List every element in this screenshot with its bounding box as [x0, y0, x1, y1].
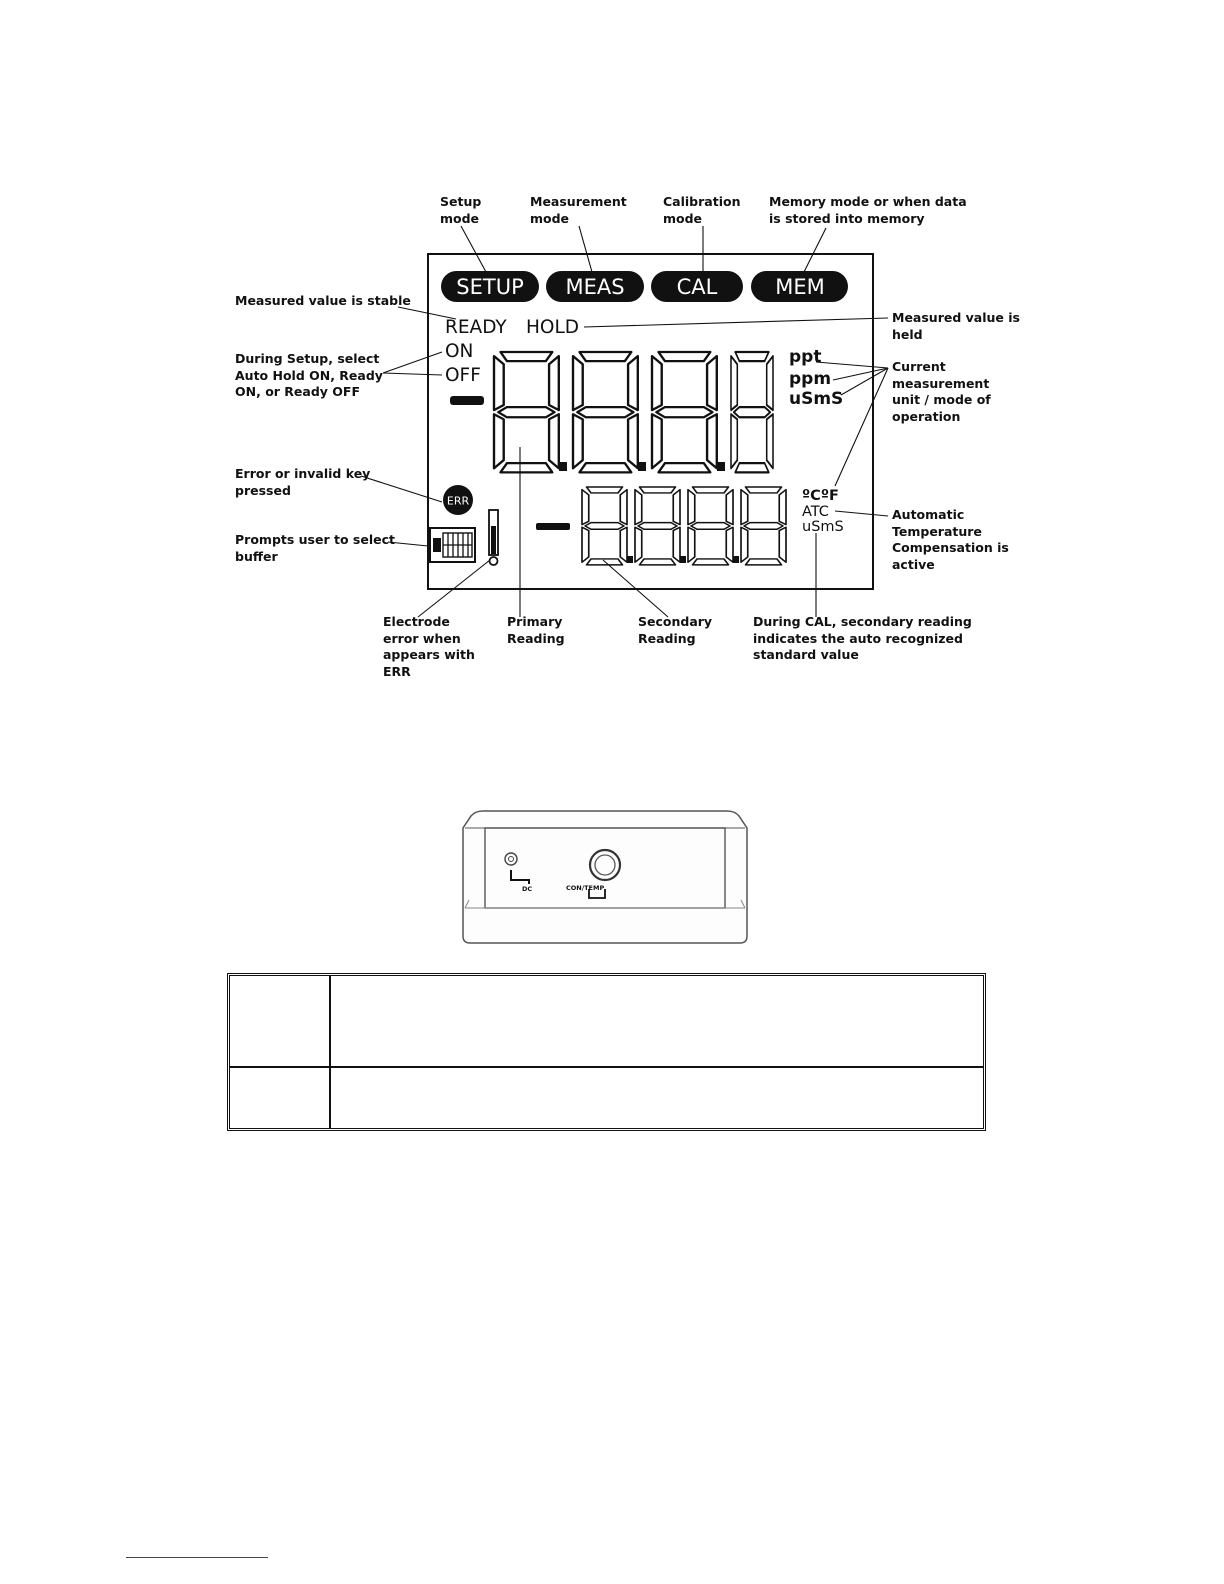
callout-primary-reading: Primary Reading: [507, 614, 565, 646]
probe-label: CON/TEMP: [566, 884, 605, 892]
secondary-decimal-point: [733, 556, 739, 563]
secondary-decimal-point: [680, 556, 686, 563]
secondary-digit: [741, 487, 786, 565]
callout-secondary-reading: Secondary Reading: [638, 614, 713, 646]
primary-decimal-point: [638, 462, 646, 471]
mode-tab-mem: [751, 271, 848, 302]
secondary-reading: [582, 487, 786, 565]
primary-decimal-point: [717, 462, 725, 471]
primary-digit: [573, 352, 638, 472]
table-row: [230, 976, 983, 1068]
unit-temperature: ºCºF: [802, 488, 839, 504]
primary-digit: [731, 352, 773, 472]
connector-panel: [455, 808, 755, 946]
callout-calibration-mode: Calibration mode: [663, 194, 741, 226]
electrode-icon: [489, 510, 498, 565]
secondary-decimal-point: [627, 556, 633, 563]
secondary-digit: [688, 487, 733, 565]
buffer-icon: [430, 528, 475, 562]
err-label: ERR: [446, 494, 470, 508]
unit-usms-primary: uSmS: [789, 389, 844, 409]
callout-error: Error or invalid key pressed: [235, 466, 371, 498]
on-indicator: ON: [445, 341, 474, 362]
table-column-divider: [329, 976, 331, 1128]
unit-ppt: ppt: [789, 347, 822, 367]
primary-reading: [494, 352, 773, 472]
hold-indicator: HOLD: [526, 317, 580, 338]
primary-digit: [494, 352, 559, 472]
off-indicator: OFF: [445, 365, 481, 386]
err-badge: [443, 485, 473, 515]
secondary-minus-sign: [536, 523, 570, 530]
primary-decimal-point: [559, 462, 567, 471]
mode-tab-meas: [546, 271, 644, 302]
secondary-digit: [582, 487, 627, 565]
callout-buffer: Prompts user to select buffer: [235, 532, 395, 564]
callout-auto-hold: During Setup, select Auto Hold ON, Ready ON, or Ready OFF: [235, 351, 383, 399]
primary-digit: [652, 352, 717, 472]
mode-tab-label: MEM: [775, 275, 825, 299]
dc-label: DC: [522, 885, 533, 893]
callout-measurement-mode: Measurement mode: [530, 194, 627, 226]
callout-setup-mode: Setup mode: [440, 194, 482, 226]
callout-electrode-error: Electrode error when appears with ERR: [383, 614, 475, 679]
callout-cal-standard: During CAL, secondary reading indicates the auto recognized standard value: [753, 614, 972, 662]
callout-held: Measured value is held: [892, 310, 1020, 342]
unit-usms-secondary: uSmS: [802, 519, 844, 535]
mode-tab-cal: [651, 271, 743, 302]
unit-ppm: ppm: [789, 369, 832, 389]
ready-indicator: READY: [445, 317, 507, 338]
callout-atc-active: Automatic Temperature Compensation is active: [892, 507, 1009, 572]
mode-tab-label: MEAS: [565, 275, 625, 299]
primary-minus-sign: [450, 396, 484, 405]
atc-indicator: ATC: [802, 504, 829, 520]
lcd-diagram: [0, 0, 1224, 700]
callout-stable: Measured value is stable: [235, 293, 411, 308]
callout-memory-mode: Memory mode or when data is stored into memory: [769, 194, 967, 226]
callout-unit-mode: Current measurement unit / mode of operation: [892, 359, 991, 424]
mode-tab-setup: [441, 271, 539, 302]
secondary-digit: [635, 487, 680, 565]
mode-tab-label: CAL: [676, 275, 718, 299]
footer-link-rule: [126, 1557, 268, 1558]
connector-description-table: [227, 973, 986, 1131]
mode-tab-label: SETUP: [456, 275, 524, 299]
